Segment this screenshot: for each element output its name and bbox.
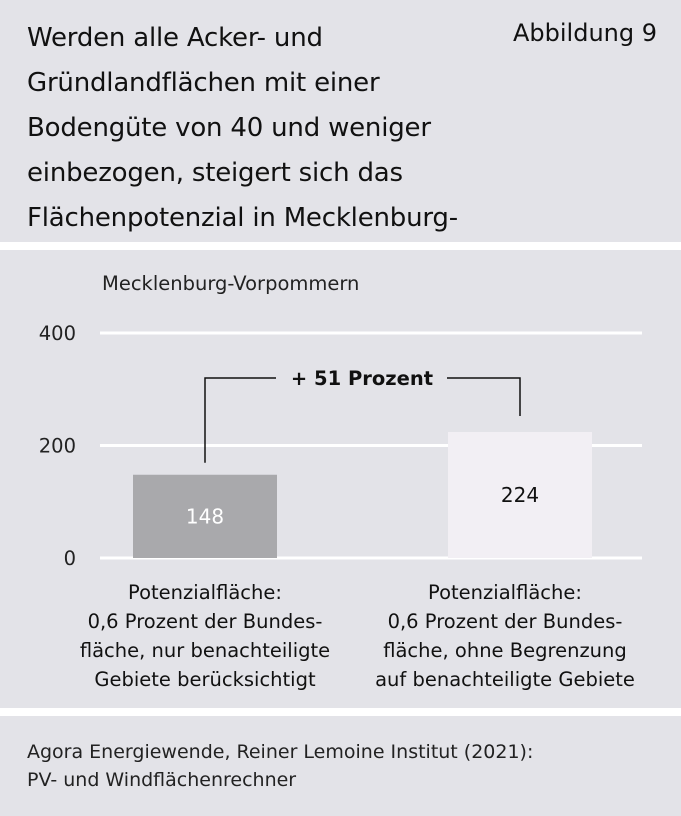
caption-line: Potenzialfläche: [128,581,282,604]
caption-line: fläche, nur benachteiligte [79,639,331,662]
figure-number: Abbildung 9 [512,19,657,47]
chart-panel [0,250,681,708]
annotation-label: + 51 Prozent [290,367,434,390]
y-tick-label: 0 [63,547,76,570]
bracket-right [447,378,520,416]
caption-line: 0,6 Prozent der Bundes- [87,610,323,633]
footer-panel [0,716,681,816]
caption-line: Gebiete berücksichtigt [94,668,316,691]
source-note [27,738,647,794]
category-caption-1 [70,578,340,694]
caption-line: auf benachteiligte Gebiete [375,668,635,691]
figure-title: Werden alle Acker- und Gründlandflächen mit einer Bodengüte von 40 und weniger einbezogen, steigert sich das Flächenpotenzial in Mecklenburg- [27,23,458,233]
bar-value-label: 148 [185,504,225,529]
source-line-1: Agora Energiewende, Reiner Lemoine Institut (2021): [27,741,534,763]
caption-line: Potenzialfläche: [428,581,582,604]
bar-value-label: 224 [500,483,540,507]
source-line-2: PV- und Windflächenrechner [27,769,297,791]
caption-line: fläche, ohne Begrenzung [383,639,627,662]
bracket-left [205,378,276,463]
chart-title: Mecklenburg-Vorpommern [102,272,360,295]
header-panel [0,0,681,242]
y-tick-label: 400 [38,322,76,345]
y-tick-label: 200 [38,434,76,458]
caption-line: 0,6 Prozent der Bundes- [387,610,623,633]
category-caption-2 [370,578,640,694]
